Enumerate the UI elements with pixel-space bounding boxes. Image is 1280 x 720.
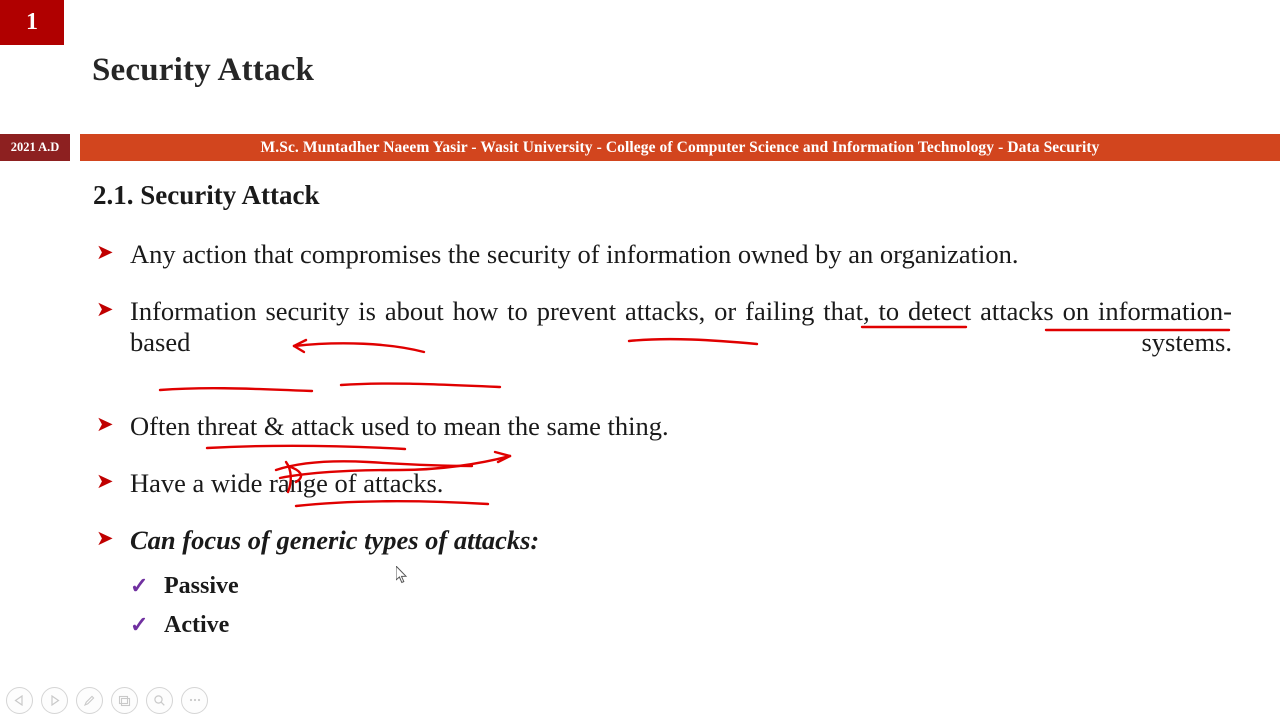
slide-number: 1 bbox=[26, 9, 38, 35]
sub-item-passive bbox=[130, 573, 239, 600]
bullet-item bbox=[96, 468, 1256, 499]
section-heading: 2.1. Security Attack bbox=[93, 180, 320, 210]
bullet-item bbox=[96, 525, 1256, 556]
bullet-text: Information security is about how to prevent attacks, or failing that, to detect attacks on information-based systems. bbox=[130, 296, 1232, 358]
mouse-cursor bbox=[396, 566, 408, 584]
more-options-icon[interactable] bbox=[181, 687, 208, 714]
bullet-text: Often threat & attack used to mean the same thing. bbox=[130, 411, 669, 441]
band-year: 2021 A.D bbox=[0, 134, 70, 161]
bullet-arrow-icon: ➤ bbox=[96, 297, 114, 321]
next-slide-icon[interactable] bbox=[41, 687, 68, 714]
bullet-text: Have a wide range of attacks. bbox=[130, 468, 444, 498]
band-credits: M.Sc. Muntadher Naeem Yasir - Wasit University - College of Computer Science and Information Technology - Data Security bbox=[80, 134, 1280, 161]
page-title: Security Attack bbox=[92, 52, 315, 88]
bullet-arrow-icon: ➤ bbox=[96, 526, 114, 550]
pen-icon[interactable] bbox=[76, 687, 103, 714]
previous-slide-icon[interactable] bbox=[6, 687, 33, 714]
bullet-arrow-icon: ➤ bbox=[96, 469, 114, 493]
sub-item-label: Active bbox=[164, 612, 230, 638]
bullet-item bbox=[96, 411, 1256, 442]
bullet-text: Any action that compromises the security of information owned by an organization. bbox=[130, 239, 1019, 269]
zoom-icon[interactable] bbox=[146, 687, 173, 714]
bullet-item bbox=[96, 296, 1232, 359]
bullet-arrow-icon: ➤ bbox=[96, 240, 114, 264]
check-icon: ✓ bbox=[130, 612, 149, 637]
sub-item-active bbox=[130, 612, 229, 639]
presentation-toolbar[interactable] bbox=[0, 680, 1280, 720]
slide-number-badge bbox=[0, 0, 64, 45]
slide-grid-icon[interactable] bbox=[111, 687, 138, 714]
sub-item-label: Passive bbox=[164, 573, 239, 599]
bullet-arrow-icon: ➤ bbox=[96, 412, 114, 436]
bullet-item bbox=[96, 239, 1256, 270]
check-icon: ✓ bbox=[130, 573, 149, 598]
footer-band bbox=[0, 134, 1280, 161]
bullet-text: Can focus of generic types of attacks: bbox=[130, 525, 540, 555]
